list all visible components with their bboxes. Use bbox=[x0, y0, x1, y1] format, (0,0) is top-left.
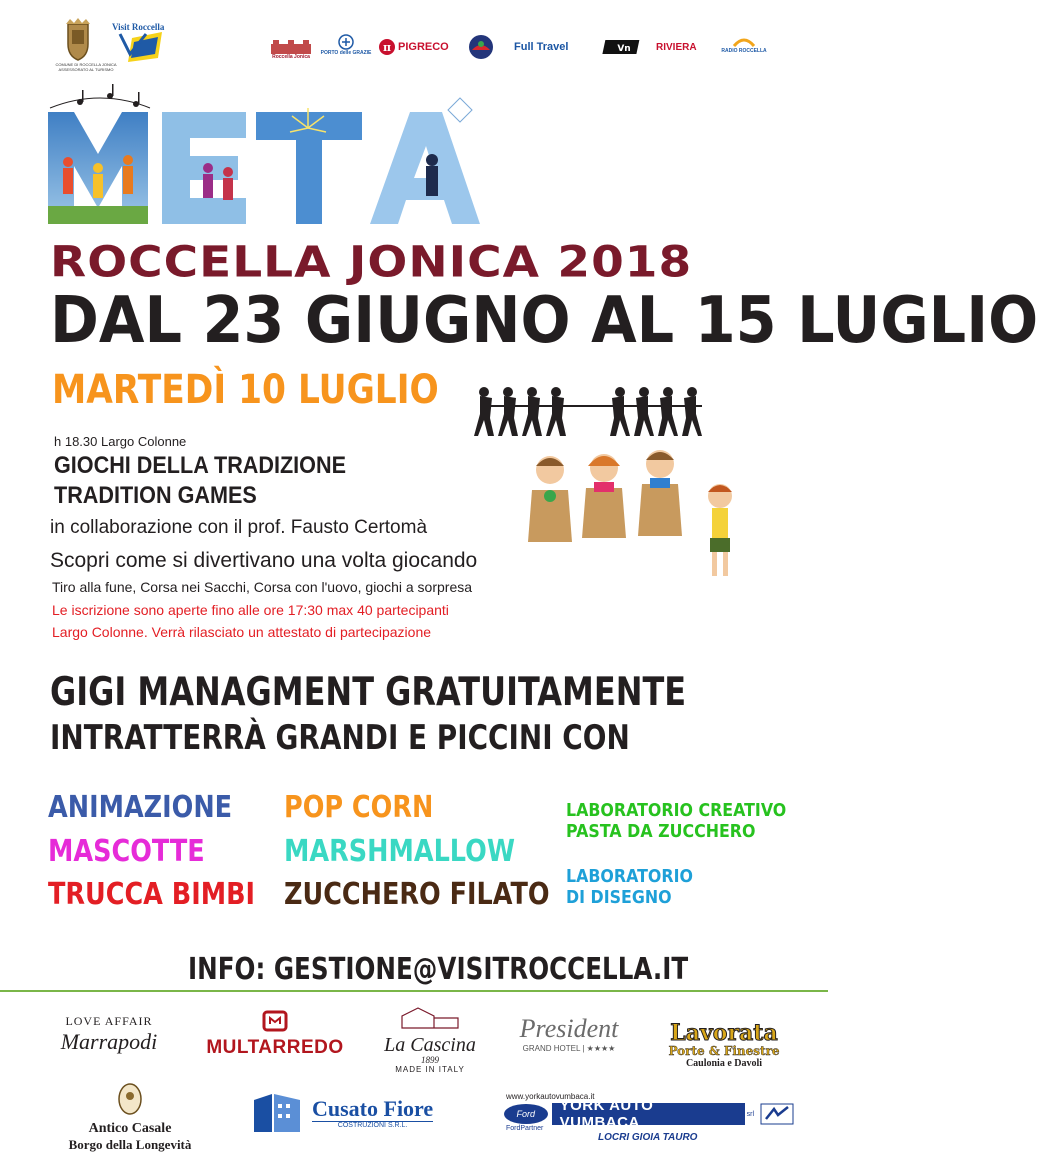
activity-zucchero-filato: ZUCCHERO FILATO bbox=[284, 877, 550, 912]
port-icon bbox=[336, 34, 356, 50]
event-time-place: h 18.30 Largo Colonne bbox=[54, 434, 187, 449]
sponsor-full-travel: Full Travel bbox=[514, 41, 569, 53]
sponsor-porto-grazie: PORTO delle GRAZIE bbox=[322, 34, 370, 60]
farmhouse-icon bbox=[398, 1006, 462, 1030]
event-certificate: Largo Colonne. Verrà rilasciato un attestato di partecipazione bbox=[52, 624, 432, 640]
event-games-list: Tiro alla fune, Corsa nei Sacchi, Corsa con l'uovo, giochi a sorpresa bbox=[52, 579, 473, 595]
building-icon bbox=[250, 1090, 306, 1136]
gigi-line-1: GIGI MANAGMENT GRATUITAMENTE bbox=[50, 670, 687, 715]
comune-caption: COMUNE DI ROCCELLA JONICA ASSESSORATO AL TURISMO bbox=[55, 62, 117, 72]
sponsor-la-cascina: La Cascina 1899 MADE IN ITALY bbox=[370, 1006, 490, 1074]
activity-trucca-bimbi: TRUCCA BIMBI bbox=[48, 877, 256, 912]
activity-mascotte: MASCOTTE bbox=[48, 834, 205, 869]
radio-icon bbox=[731, 34, 757, 48]
svg-text:Vn: Vn bbox=[617, 44, 631, 54]
sponsor-riviera: RIVIERA bbox=[656, 41, 697, 53]
svg-text:π: π bbox=[382, 41, 392, 54]
sponsor-antico-casale: Antico Casale Borgo della Longevità bbox=[50, 1082, 210, 1153]
period-title: DAL 23 GIUGNO AL 15 LUGLIO bbox=[50, 284, 1038, 358]
divider bbox=[0, 990, 828, 992]
town-year-title: ROCCELLA JONICA 2018 bbox=[50, 238, 693, 288]
sponsor-roccella: Roccella Jonica bbox=[268, 34, 314, 60]
event-discover: Scopri come si divertivano una volta giocando bbox=[50, 549, 478, 572]
sponsor-multarredo: MULTARREDO bbox=[200, 1010, 350, 1059]
sponsor-round bbox=[466, 34, 498, 60]
black-logo-icon bbox=[604, 37, 642, 57]
sponsor-black-logo bbox=[604, 34, 644, 60]
sponsor-radio-roccella: RADIO ROCCELLA bbox=[720, 34, 768, 60]
sponsor-president: President GRAND HOTEL | ★★★★ bbox=[519, 1014, 619, 1053]
event-date: MARTEDÌ 10 LUGLIO bbox=[52, 367, 439, 413]
visit-roccella-text: Visit Roccella bbox=[112, 22, 165, 32]
event-title-en: TRADITION GAMES bbox=[54, 482, 257, 509]
pi-icon bbox=[378, 38, 396, 56]
event-registration: Le iscrizione sono aperte fino alle ore 17:30 max 40 partecipanti bbox=[52, 602, 449, 618]
round-logo-icon bbox=[466, 34, 496, 60]
activity-animazione: ANIMAZIONE bbox=[48, 790, 233, 825]
activity-lab-creativo: LABORATORIO CREATIVO PASTA DA ZUCCHERO bbox=[566, 800, 787, 842]
ford-icon: Ford bbox=[504, 1104, 548, 1124]
sponsor-pigreco: π PIGRECO bbox=[378, 34, 450, 60]
meta-hero-artwork bbox=[40, 88, 480, 236]
activity-lab-disegno: LABORATORIO DI DISEGNO bbox=[566, 866, 693, 908]
comune-crest-icon bbox=[56, 18, 100, 62]
gigi-line-2: INTRATTERRÀ GRANDI E PICCINI CON bbox=[50, 718, 630, 758]
york-brand-icon bbox=[760, 1103, 794, 1125]
tug-of-war-illustration bbox=[470, 384, 712, 440]
info-email: INFO: GESTIONE@VISITROCCELLA.IT bbox=[188, 952, 689, 987]
event-title-it: GIOCHI DELLA TRADIZIONE bbox=[54, 452, 346, 479]
york-name: YORK AUTO VUMBACA bbox=[552, 1103, 745, 1125]
sack-race-kids-illustration bbox=[520, 446, 748, 586]
castle-icon bbox=[269, 40, 313, 54]
casale-crest-icon bbox=[117, 1082, 143, 1116]
sponsor-lavorata: Lavorata Porte & Finestre Caulonia e Davoli bbox=[668, 1020, 780, 1069]
multarredo-icon bbox=[262, 1010, 288, 1032]
event-collaboration: in collaborazione con il prof. Fausto Certomà bbox=[50, 517, 428, 538]
activity-pop-corn: POP CORN bbox=[284, 790, 434, 825]
sponsor-york-auto: www.yorkautovumbaca.it Ford YORK AUTO VUMBACA srl FordPartner LOCRI GIOIA TAURO bbox=[504, 1092, 794, 1152]
sponsor-love-affair: LOVE AFFAIR Marrapodi bbox=[60, 1014, 158, 1054]
activity-marshmallow: MARSHMALLOW bbox=[284, 834, 515, 869]
sponsor-cusato-fiore: Cusato Fiore COSTRUZIONI S.R.L. bbox=[250, 1090, 470, 1136]
